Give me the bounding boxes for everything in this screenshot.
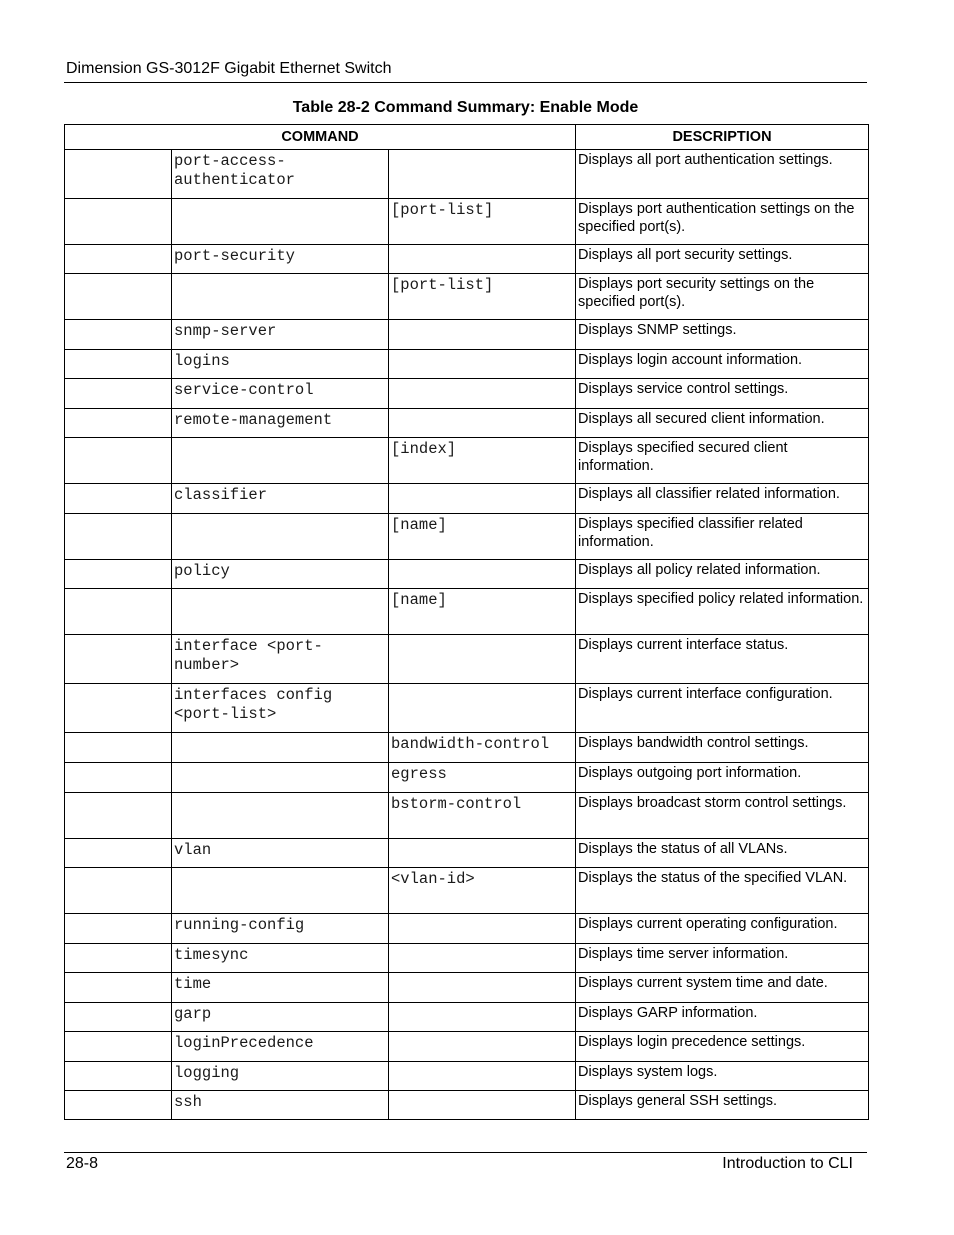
table-row [65,589,869,635]
description-cell: Displays the status of the specified VLAN. [576,868,869,914]
command-level1-cell [65,484,172,514]
description-cell: Displays all policy related information. [576,560,869,589]
command-keyword-cell [172,733,389,763]
command-argument-cell: [name] [389,589,576,635]
command-argument-cell [389,635,576,684]
description-cell: Displays specified policy related information. [576,589,869,635]
command-keyword-cell: interface <port- number> [172,635,389,684]
command-level1-cell [65,868,172,914]
table-header-row [65,125,869,150]
table-row [65,514,869,560]
command-level1-cell [65,1062,172,1091]
command-argument-cell [389,350,576,379]
command-argument-cell [389,839,576,868]
command-keyword-cell: logins [172,350,389,379]
command-argument-cell [389,409,576,438]
command-argument-cell [389,1032,576,1062]
table-row [65,1032,869,1062]
command-keyword-cell [172,438,389,484]
description-column-header: DESCRIPTION [576,125,869,150]
table-body [65,150,869,1120]
command-keyword-cell [172,274,389,320]
command-level1-cell [65,839,172,868]
command-argument-cell [389,484,576,514]
command-keyword-cell [172,868,389,914]
table-caption: Table 28-2 Command Summary: Enable Mode [292,99,639,116]
table-row [65,245,869,274]
command-level1-cell [65,514,172,560]
command-level1-cell [65,560,172,589]
footer-divider [64,1152,867,1153]
command-level1-cell [65,438,172,484]
table-row [65,409,869,438]
table-row [65,793,869,839]
command-level1-cell [65,973,172,1003]
description-cell: Displays bandwidth control settings. [576,733,869,763]
description-cell: Displays current operating configuration. [576,914,869,944]
footer-section-title: Introduction to CLI [722,1155,853,1172]
command-argument-cell: egress [389,763,576,793]
description-cell: Displays port authentication settings on the specified port(s). [576,199,869,245]
table-row [65,560,869,589]
command-argument-cell: [port-list] [389,274,576,320]
description-cell: Displays time server information. [576,944,869,973]
table-row [65,199,869,245]
command-keyword-cell: logging [172,1062,389,1091]
table-row [65,484,869,514]
command-level1-cell [65,763,172,793]
description-cell: Displays SNMP settings. [576,320,869,350]
command-argument-cell [389,379,576,409]
command-keyword-cell: remote-management [172,409,389,438]
command-level1-cell [65,274,172,320]
command-keyword-cell: port-security [172,245,389,274]
command-keyword-cell: port-access- authenticator [172,150,389,199]
command-keyword-cell: timesync [172,944,389,973]
table-row [65,944,869,973]
command-level1-cell [65,793,172,839]
table-row [65,914,869,944]
description-cell: Displays login precedence settings. [576,1032,869,1062]
command-keyword-cell: policy [172,560,389,589]
command-argument-cell [389,684,576,733]
command-level1-cell [65,1091,172,1120]
table-row [65,684,869,733]
command-keyword-cell [172,199,389,245]
description-cell: Displays current system time and date. [576,973,869,1003]
command-column-header: COMMAND [65,125,576,150]
description-cell: Displays general SSH settings. [576,1091,869,1120]
command-keyword-cell: ssh [172,1091,389,1120]
command-keyword-cell: garp [172,1003,389,1032]
command-level1-cell [65,914,172,944]
command-keyword-cell: interfaces config <port-list> [172,684,389,733]
command-level1-cell [65,635,172,684]
table-row [65,733,869,763]
command-argument-cell: bstorm-control [389,793,576,839]
command-keyword-cell: service-control [172,379,389,409]
table-row [65,1062,869,1091]
description-cell: Displays all port security settings. [576,245,869,274]
command-keyword-cell [172,589,389,635]
command-argument-cell [389,1062,576,1091]
command-argument-cell: [name] [389,514,576,560]
command-argument-cell: <vlan-id> [389,868,576,914]
table-row [65,379,869,409]
page-number: 28-8 [66,1155,99,1172]
description-cell: Displays the status of all VLANs. [576,839,869,868]
page-header-title: Dimension GS-3012F Gigabit Ethernet Switch [66,60,392,77]
command-keyword-cell: time [172,973,389,1003]
table-row [65,350,869,379]
table-row [65,868,869,914]
description-cell: Displays all secured client information. [576,409,869,438]
command-level1-cell [65,199,172,245]
command-argument-cell [389,150,576,199]
command-level1-cell [65,245,172,274]
command-keyword-cell: classifier [172,484,389,514]
table-row [65,635,869,684]
table-row [65,763,869,793]
command-level1-cell [65,320,172,350]
description-cell: Displays specified secured client information. [576,438,869,484]
command-keyword-cell [172,793,389,839]
command-level1-cell [65,1032,172,1062]
command-argument-cell [389,944,576,973]
command-summary-table [64,124,869,1120]
command-keyword-cell: vlan [172,839,389,868]
description-cell: Displays port security settings on the specified port(s). [576,274,869,320]
table-row [65,1003,869,1032]
table-row [65,274,869,320]
description-cell: Displays specified classifier related information. [576,514,869,560]
command-keyword-cell: loginPrecedence [172,1032,389,1062]
command-argument-cell [389,973,576,1003]
command-level1-cell [65,1003,172,1032]
description-cell: Displays outgoing port information. [576,763,869,793]
command-argument-cell [389,1003,576,1032]
command-argument-cell [389,1091,576,1120]
command-keyword-cell [172,763,389,793]
command-argument-cell [389,320,576,350]
command-argument-cell: [index] [389,438,576,484]
description-cell: Displays login account information. [576,350,869,379]
table-row [65,320,869,350]
description-cell: Displays broadcast storm control settings. [576,793,869,839]
command-level1-cell [65,379,172,409]
description-cell: Displays current interface status. [576,635,869,684]
table-row [65,973,869,1003]
description-cell: Displays system logs. [576,1062,869,1091]
command-level1-cell [65,150,172,199]
command-keyword-cell: running-config [172,914,389,944]
command-argument-cell [389,560,576,589]
table-row [65,839,869,868]
command-level1-cell [65,589,172,635]
table-row [65,150,869,199]
command-level1-cell [65,684,172,733]
description-cell: Displays GARP information. [576,1003,869,1032]
command-keyword-cell: snmp-server [172,320,389,350]
description-cell: Displays service control settings. [576,379,869,409]
description-cell: Displays all classifier related information. [576,484,869,514]
command-level1-cell [65,409,172,438]
command-level1-cell [65,944,172,973]
header-divider [64,82,867,83]
command-argument-cell: bandwidth-control [389,733,576,763]
description-cell: Displays all port authentication settings. [576,150,869,199]
table-row [65,1091,869,1120]
command-argument-cell [389,914,576,944]
command-keyword-cell [172,514,389,560]
command-argument-cell: [port-list] [389,199,576,245]
command-argument-cell [389,245,576,274]
command-level1-cell [65,733,172,763]
description-cell: Displays current interface configuration. [576,684,869,733]
command-level1-cell [65,350,172,379]
table-row [65,438,869,484]
